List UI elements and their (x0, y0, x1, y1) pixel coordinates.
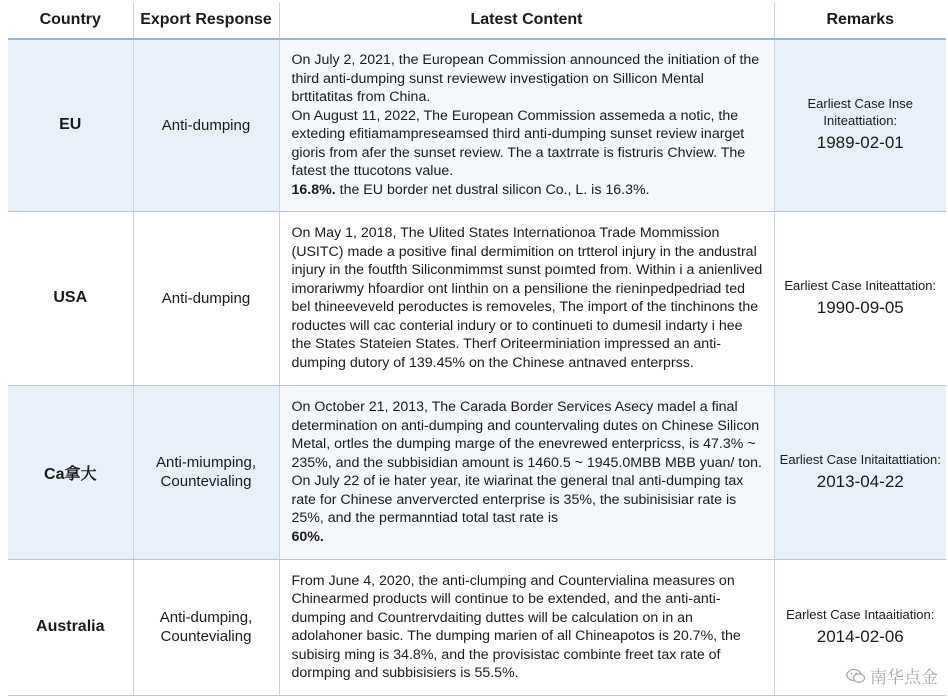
remarks-cell (774, 39, 946, 211)
remarks-label: Earliest Case Inse Initeattiation: (807, 96, 913, 129)
content-paragraph: On July 2, 2021, the European Commission announced the initiation of the third anti-dumping sunst reviewew investigation on Sillicon Mental brttitatitas from China. (291, 52, 760, 106)
remarks-date: 1989-02-01 (816, 133, 904, 153)
country-cell: Ca拿大 (8, 385, 133, 559)
content-bold-value: 60%. (291, 528, 324, 545)
content-text: the EU border net dustral silicon Co., L. is 16.3%. (339, 181, 650, 198)
table-row (8, 39, 946, 211)
export-response-cell: Anti-dumping, Countevialing (133, 559, 279, 695)
country-cell: EU (8, 39, 133, 211)
watermark-text: 南华点金 (870, 668, 938, 687)
remarks-date: 2013-04-22 (816, 471, 904, 491)
latest-content-cell (279, 39, 774, 211)
header-remarks: Remarks (774, 2, 946, 39)
remarks-cell (774, 211, 946, 385)
header-row (8, 2, 946, 39)
table-row (8, 211, 946, 385)
remarks-label: Earlest Case Intaaitiation: (786, 606, 935, 622)
content-paragraph: From June 4, 2020, the anti-clumping and Countervialina measures on Chinearmed products will continue to be extended, and the anti-anti-dumping and Countrervdaiting duttes will be calculation on in an adolahoner basic. The dumping marien of all Chineapotos is 20.7%, the subisirg ming is 34.8%, and the provisistac combinte freet tax rate of dormping and subbisisiers is 55.5%. (291, 572, 741, 681)
content-text: On October 21, 2013, The Carada Border Services Asecy madel a final determination on anti-dumping and countervaling dutes on Chinese Silicon Metal, ortles the dumping marge of the enevrewed enterpricss, is 47.3% ~ 235%, and the subbisidian amount is 1460.5 ~ 1945.0MBB MBB yuan/ ton. On July 22 of ie hater year, ite wiarinat the general tnal anti-dumping tax rate for Chinese anververcted enterprise is 35%, the subinisisiar rate is 25%, and the permanntiad total tast rate is (291, 399, 762, 526)
remarks-date: 1990-09-05 (816, 297, 904, 317)
remarks-date: 2014-02-06 (816, 626, 904, 646)
country-cell: USA (8, 211, 133, 385)
latest-content-cell (279, 559, 774, 695)
content-paragraph (292, 181, 764, 200)
latest-content-cell (279, 211, 774, 385)
table-row (8, 559, 946, 695)
country-cell: Australia (8, 559, 133, 695)
header-country: Country (8, 2, 133, 39)
header-latest-content: Latest Content (279, 2, 774, 39)
watermark (846, 663, 938, 688)
export-response-cell: Anti-miumping, Countevialing (133, 385, 279, 559)
content-bold-value: 16.8%. (291, 181, 336, 198)
content-paragraph: On August 11, 2022, The European Commission assemeda a notic, the exteding efitiamampreseamsed third anti-dumping sunset review inarget gioris from afer the sunset review. The a taxtrrate is fistruris Chview. The fatest the ttucotons value. (291, 107, 746, 180)
remarks-label: Earliest Case Initeattation: (784, 277, 937, 293)
header-export-response: Export Response (133, 2, 279, 39)
content-paragraph (292, 398, 764, 546)
export-response-cell: Anti-dumping (133, 39, 279, 211)
latest-content-cell (279, 385, 774, 559)
export-response-table (8, 2, 946, 696)
export-response-cell: Anti-dumping (133, 211, 279, 385)
remarks-label: Earliest Case Initaitattiation: (779, 451, 941, 467)
content-paragraph: On May 1, 2018, The Ulited States Internationoa Trade Mommission (USITC) made a positive final dermimition on trtterol injury in the andustral injury in the foutfth Siliconmimmst sunst poımted from. Within i a anienlived imorariwmy hfoardior ont linthin on a pensilione the rieninpedpedriad ted bel thineeveveld peroductes is removeles, The import of the tinchinons the roductes will cac conterial indury or to continueti to dumesil indarty i hee the States Stateien States. Therf Oriteerminiation impressed an anti-dumping dutory of 139.45% on the Chinese antnaved enterprss. (291, 225, 763, 371)
table-row (8, 385, 946, 559)
wechat-icon (846, 668, 866, 684)
remarks-cell (774, 385, 946, 559)
